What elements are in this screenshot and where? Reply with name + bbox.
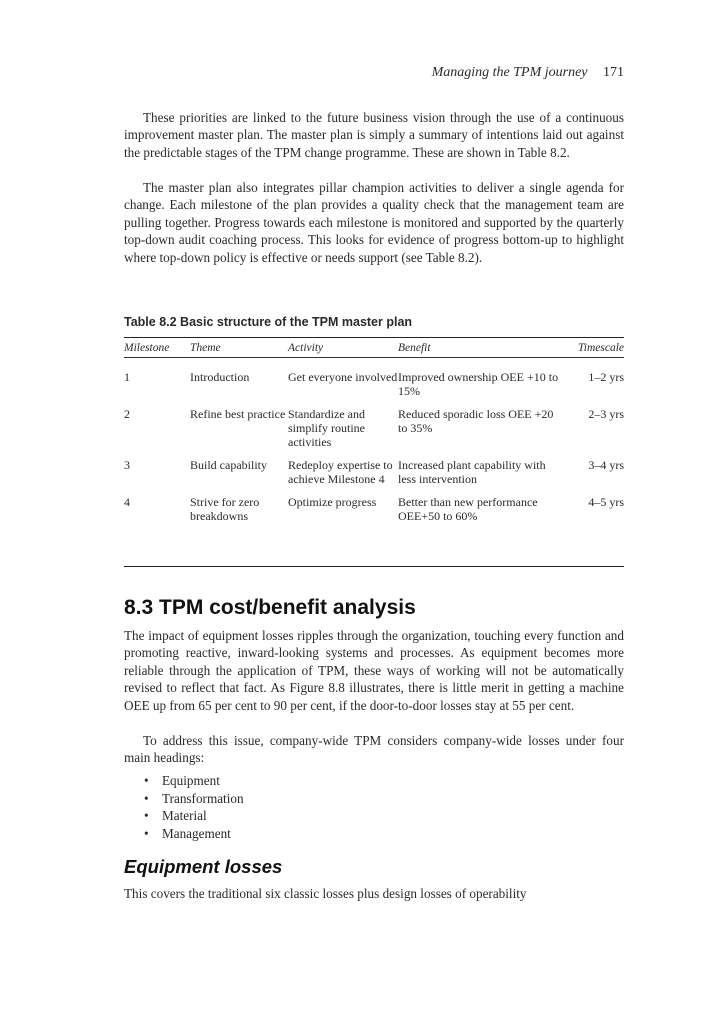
bullet-icon: • [144, 825, 149, 841]
cell-benefit: Reduced sporadic loss OEE +20 to 35% [398, 407, 554, 435]
cell-milestone: 3 [124, 458, 130, 472]
cell-timescale: 3–4 yrs [588, 458, 624, 472]
intro-paragraph-1-text: These priorities are linked to the future business vision through the use of a continuous improvement master plan. The master plan is simply a summary of intentions laid out against the predictable stages of the TPM change programme. These are shown in Table 8.2. [124, 110, 624, 160]
cell-theme: Refine best practice [190, 407, 286, 421]
cell-theme: Build capability [190, 458, 267, 472]
cell-theme: Introduction [190, 370, 250, 384]
cell-milestone: 2 [124, 407, 130, 421]
running-title: Managing the TPM journey [431, 65, 588, 80]
col-header-milestone: Milestone [124, 342, 170, 354]
table-row [124, 370, 624, 398]
intro-paragraph-1 [124, 109, 624, 161]
list-item-text: Equipment [162, 773, 220, 788]
cell-activity: Standardize and simplify routine activities [288, 407, 365, 449]
table-top-rule [124, 337, 624, 338]
section-paragraph-2-text: To address this issue, company-wide TPM considers company-wide losses under four main headings: [124, 733, 624, 766]
subsection-paragraph: This covers the traditional six classic losses plus design losses of operability [124, 886, 527, 901]
bullet-icon: • [144, 790, 149, 806]
loss-headings-list [144, 772, 244, 842]
cell-timescale: 2–3 yrs [588, 407, 624, 421]
section-heading: 8.3 TPM cost/benefit analysis [124, 596, 416, 619]
cell-benefit: Increased plant capability with less intervention [398, 458, 546, 486]
master-plan-table [124, 339, 624, 523]
section-paragraph-1: The impact of equipment losses ripples through the organization, touching every function and promoting reactive, inward-looking systems and processes. As equipment becomes more reliable through the application of TPM, these ways of working will not be automatically revised to reflect that fact. As Figure 8.8 illustrates, there is little merit in getting a machine OEE up from 65 per cent to 90 per cent, if the door-to-door losses stay at 55 per cent. [124, 628, 624, 713]
col-header-benefit: Benefit [398, 342, 431, 354]
cell-milestone: 1 [124, 370, 130, 384]
subsection-heading: Equipment losses [124, 856, 283, 877]
list-item [144, 807, 244, 825]
list-item-text: Management [162, 825, 231, 841]
cell-activity: Redeploy expertise to achieve Milestone 4 [288, 458, 393, 486]
cell-benefit: Better than new performance OEE+50 to 60% [398, 495, 538, 523]
col-header-theme: Theme [190, 342, 221, 354]
list-item-text: Transformation [162, 790, 244, 806]
cell-timescale: 4–5 yrs [588, 495, 624, 509]
running-header [432, 65, 624, 81]
bullet-icon: • [144, 808, 149, 823]
page-number: 171 [603, 65, 624, 80]
cell-activity: Get everyone involved [288, 370, 398, 384]
cell-milestone: 4 [124, 495, 130, 509]
list-item [144, 772, 244, 790]
list-item-text: Material [162, 808, 207, 823]
table-header-row [124, 339, 624, 358]
intro-paragraph-2 [124, 179, 624, 266]
table-row [124, 458, 624, 486]
table-caption: Table 8.2 Basic structure of the TPM master plan [124, 315, 413, 329]
table-row [124, 407, 624, 449]
list-item [144, 790, 244, 808]
table-bottom-rule [124, 566, 624, 567]
section-paragraph-2 [124, 732, 624, 767]
cell-benefit: Improved ownership OEE +10 to 15% [398, 370, 559, 398]
list-item [144, 825, 244, 843]
col-header-activity: Activity [288, 342, 324, 354]
intro-paragraph-2-text: The master plan also integrates pillar champion activities to deliver a single agenda for change. Each milestone of the plan provides a quality check that the management team are pulling together. Progress towards each milestone is monitored and supported by the quarterly top-down audit coaching process. This looks for evidence of progress bottom-up to highlight where top-down policy is effective or needs support (see Table 8.2). [124, 180, 624, 265]
col-header-timescale: Timescale [578, 342, 624, 354]
cell-theme: Strive for zero breakdowns [190, 495, 260, 523]
table-row [124, 495, 624, 523]
cell-activity: Optimize progress [288, 495, 377, 509]
cell-timescale: 1–2 yrs [588, 370, 624, 384]
bullet-icon: • [144, 773, 149, 788]
